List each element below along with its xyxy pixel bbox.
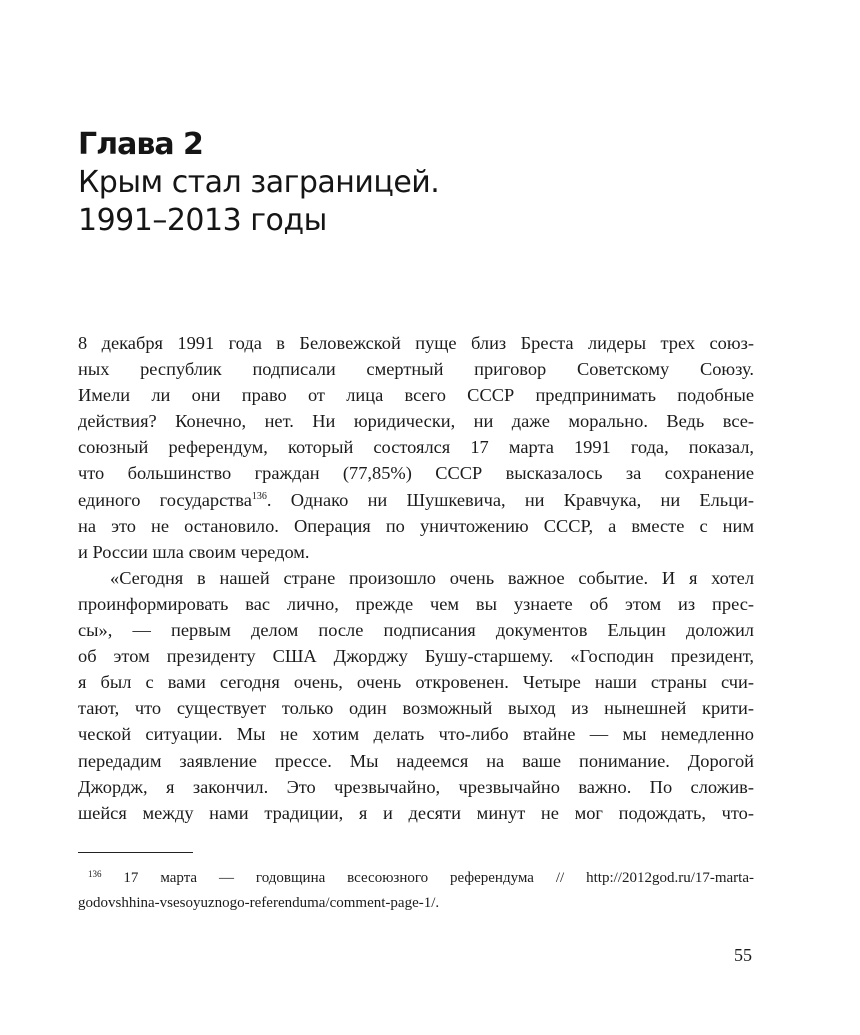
body-line: что большинство граждан (77,85%) СССР высказалось за сохранение — [78, 463, 754, 484]
body-line-part: . Однако ни Шушкевича, ни Кравчука, ни Ельци- — [266, 489, 754, 510]
footnote — [78, 866, 754, 916]
body-line: ных республик подписали смертный приговор Советскому Союзу. — [78, 359, 754, 380]
footnote-number: 136 — [88, 869, 102, 879]
body-line: 8 декабря 1991 года в Беловежской пуще близ Бреста лидеры трех союз- — [78, 333, 754, 353]
footnote-reference[interactable]: 136 — [251, 490, 267, 502]
footnote-line-1 — [78, 866, 754, 891]
body-line: передадим заявление прессе. Мы надеемся на ваше понимание. Дорогой — [78, 750, 754, 771]
body-line: ческой ситуации. Мы не хотим делать что-либо втайне — мы немедленно — [78, 724, 754, 745]
footnote-divider — [78, 852, 193, 853]
footnote-line-2: godovshhina-vsesoyuznogo-referenduma/comment-page-1/. — [78, 895, 440, 911]
body-line: «Сегодня в нашей стране произошло очень важное событие. И я хотел — [110, 567, 754, 588]
body-line: проинформировать вас лично, прежде чем вы узнаете об этом из прес- — [78, 593, 754, 614]
body-line: тают, что существует только один возможный выход из нынешней крити- — [78, 698, 754, 719]
body-line: союзный референдум, который состоялся 17 марта 1991 года, показал, — [78, 437, 754, 458]
body-line-with-footnote — [78, 487, 754, 513]
body-line: и России шла своим чередом. — [78, 541, 310, 562]
body-line: шейся между нами традиции, я и десяти минут не мог подождать, что- — [78, 802, 754, 823]
chapter-title-line-1: Крым стал заграницей. — [78, 165, 440, 200]
body-text — [78, 330, 754, 826]
body-line: на это не остановило. Операция по уничтожению СССР, а вместе с ним — [78, 515, 754, 536]
body-line: сы», — первым делом после подписания документов Ельцин доложил — [78, 620, 754, 641]
chapter-title-line-2: 1991–2013 годы — [78, 203, 327, 238]
page-number: 55 — [734, 945, 752, 965]
body-line-part: единого государства — [78, 489, 252, 510]
chapter-label: Глава 2 — [78, 127, 203, 162]
body-line: Имели ли они право от лица всего СССР предпринимать подобные — [78, 385, 754, 406]
body-line: я был с вами сегодня очень, очень откровенен. Четыре наши страны счи- — [78, 672, 754, 693]
body-line: об этом президенту США Джорджу Бушу-старшему. «Господин президент, — [78, 646, 754, 667]
footnote-text: 17 марта — годовщина всесоюзного референдума // http://2012god.ru/17-marta- — [123, 870, 754, 886]
chapter-heading — [78, 126, 439, 240]
body-line: действия? Конечно, нет. Ни юридически, ни даже морально. Ведь все- — [78, 411, 754, 432]
body-line: Джордж, я закончил. Это чрезвычайно, чрезвычайно важно. По сложив- — [78, 776, 754, 797]
